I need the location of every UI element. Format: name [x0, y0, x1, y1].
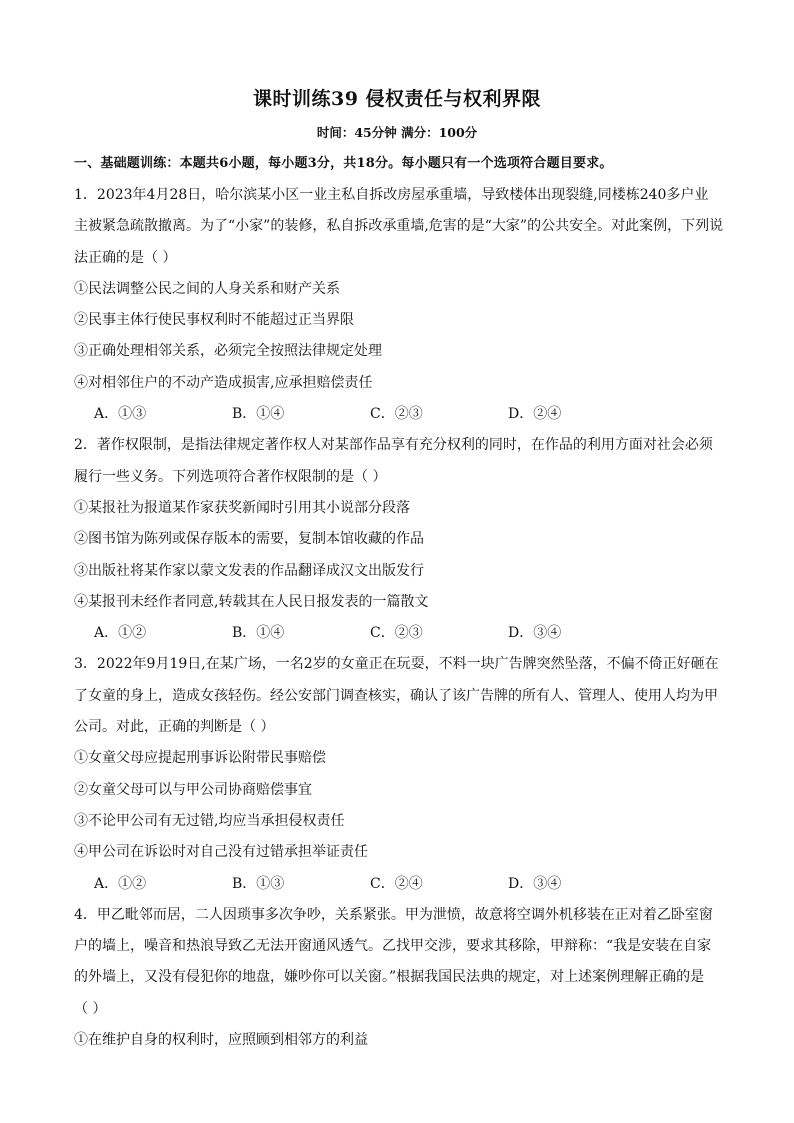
- question-stem-line: 户的墙上，噪音和热浪导致乙无法开窗通风透气。乙找甲交涉，要求其移除，甲辩称：“我是安装在自家: [74, 938, 712, 955]
- question-stem-line: 主被紧急疏散撤离。为了“小家”的装修，私自拆改承重墙,危害的是“大家”的公共安全。对此案例，下列说: [74, 218, 724, 235]
- question-list: [74, 180, 724, 1056]
- section-heading: 一、基础题训练：本题共6小题，每小题3分，共18分。每小题只有一个选项符合题目要求。: [74, 156, 613, 171]
- question-stem-line: 1．2023年4月28日，哈尔滨某小区一业主私自拆改房屋承重墙，导致楼体出现裂缝,同楼栋240多户业: [74, 187, 709, 203]
- question-3: [74, 649, 724, 899]
- question-1: [74, 180, 724, 430]
- answer-options: [74, 869, 724, 900]
- option-d: D．②④: [508, 406, 562, 423]
- question-stem-line: 了女童的身上，造成女孩轻伤。经公安部门调查核实，确认了该广告牌的所有人、管理人、使用人均为甲: [74, 687, 718, 704]
- question-2: [74, 430, 724, 649]
- option-d: D．③④: [508, 625, 562, 642]
- statement-item: ①在维护自身的权利时，应照顾到相邻方的利益: [74, 1032, 368, 1049]
- question-stem-line: （ ）: [74, 1000, 107, 1017]
- statement-item: ②民事主体行使民事权利时不能超过正当界限: [74, 312, 354, 329]
- statement-item: ④对相邻住户的不动产造成损害,应承担赔偿责任: [74, 374, 373, 391]
- option-c: C．②③: [370, 406, 423, 423]
- question-stem-line: 的外墙上，又没有侵犯你的地盘，嫌吵你可以关窗。”根据我国民法典的规定，对上述案例理解正确的是: [74, 969, 705, 986]
- option-d: D．③④: [508, 875, 562, 892]
- statement-item: ③正确处理相邻关系，必须完全按照法律规定处理: [74, 343, 382, 360]
- question-stem-line: 履行一些义务。下列选项符合著作权限制的是（ ）: [74, 468, 387, 485]
- option-b: B．①④: [232, 625, 285, 642]
- statement-item: ①某报社为报道某作家获奖新闻时引用其小说部分段落: [74, 499, 410, 516]
- question-stem-line: 公司。对此，正确的判断是（ ）: [74, 719, 275, 736]
- question-stem-line: 4．甲乙毗邻而居，二人因琐事多次争吵，关系紧张。甲为泄愤，故意将空调外机移装在正对着乙卧室窗: [74, 906, 713, 923]
- page-title: 课时训练39 侵权责任与权利界限: [252, 88, 542, 110]
- statement-item: ③不论甲公司有无过错,均应当承担侵权责任: [74, 812, 345, 829]
- option-a: A．①②: [94, 625, 147, 642]
- statement-item: ①民法调整公民之间的人身关系和财产关系: [74, 280, 340, 297]
- question-stem-line: 2．著作权限制，是指法律规定著作权人对某部作品享有充分权利的同时，在作品的利用方面对社会必须: [74, 437, 713, 454]
- option-b: B．①③: [232, 875, 285, 892]
- answer-options: [74, 399, 724, 430]
- option-c: C．②④: [370, 875, 423, 892]
- question-4: [74, 900, 724, 1056]
- statement-item: ③出版社将某作家以蒙文发表的作品翻译成汉文出版发行: [74, 562, 424, 579]
- statement-item: ①女童父母应提起刑事诉讼附带民事赔偿: [74, 750, 326, 767]
- option-b: B．①④: [232, 406, 285, 423]
- option-a: A．①②: [94, 875, 147, 892]
- option-c: C．②③: [370, 625, 423, 642]
- question-stem-line: 3．2022年9月19日,在某广场，一名2岁的女童正在玩耍，不料一块广告牌突然坠落，不偏不倚正好砸在: [74, 656, 719, 673]
- answer-options: [74, 618, 724, 649]
- statement-item: ④某报刊未经作者同意,转载其在人民日报发表的一篇散文: [74, 593, 429, 610]
- statement-item: ④甲公司在诉讼时对自己没有过错承担举证责任: [74, 844, 368, 861]
- exam-meta: 时间：45分钟 满分：100分: [316, 125, 478, 140]
- statement-item: ②图书馆为陈列或保存版本的需要，复制本馆收藏的作品: [74, 531, 424, 548]
- question-stem-line: 法正确的是（ ）: [74, 249, 177, 266]
- option-a: A．①③: [94, 406, 147, 423]
- statement-item: ②女童父母可以与甲公司协商赔偿事宜: [74, 781, 312, 798]
